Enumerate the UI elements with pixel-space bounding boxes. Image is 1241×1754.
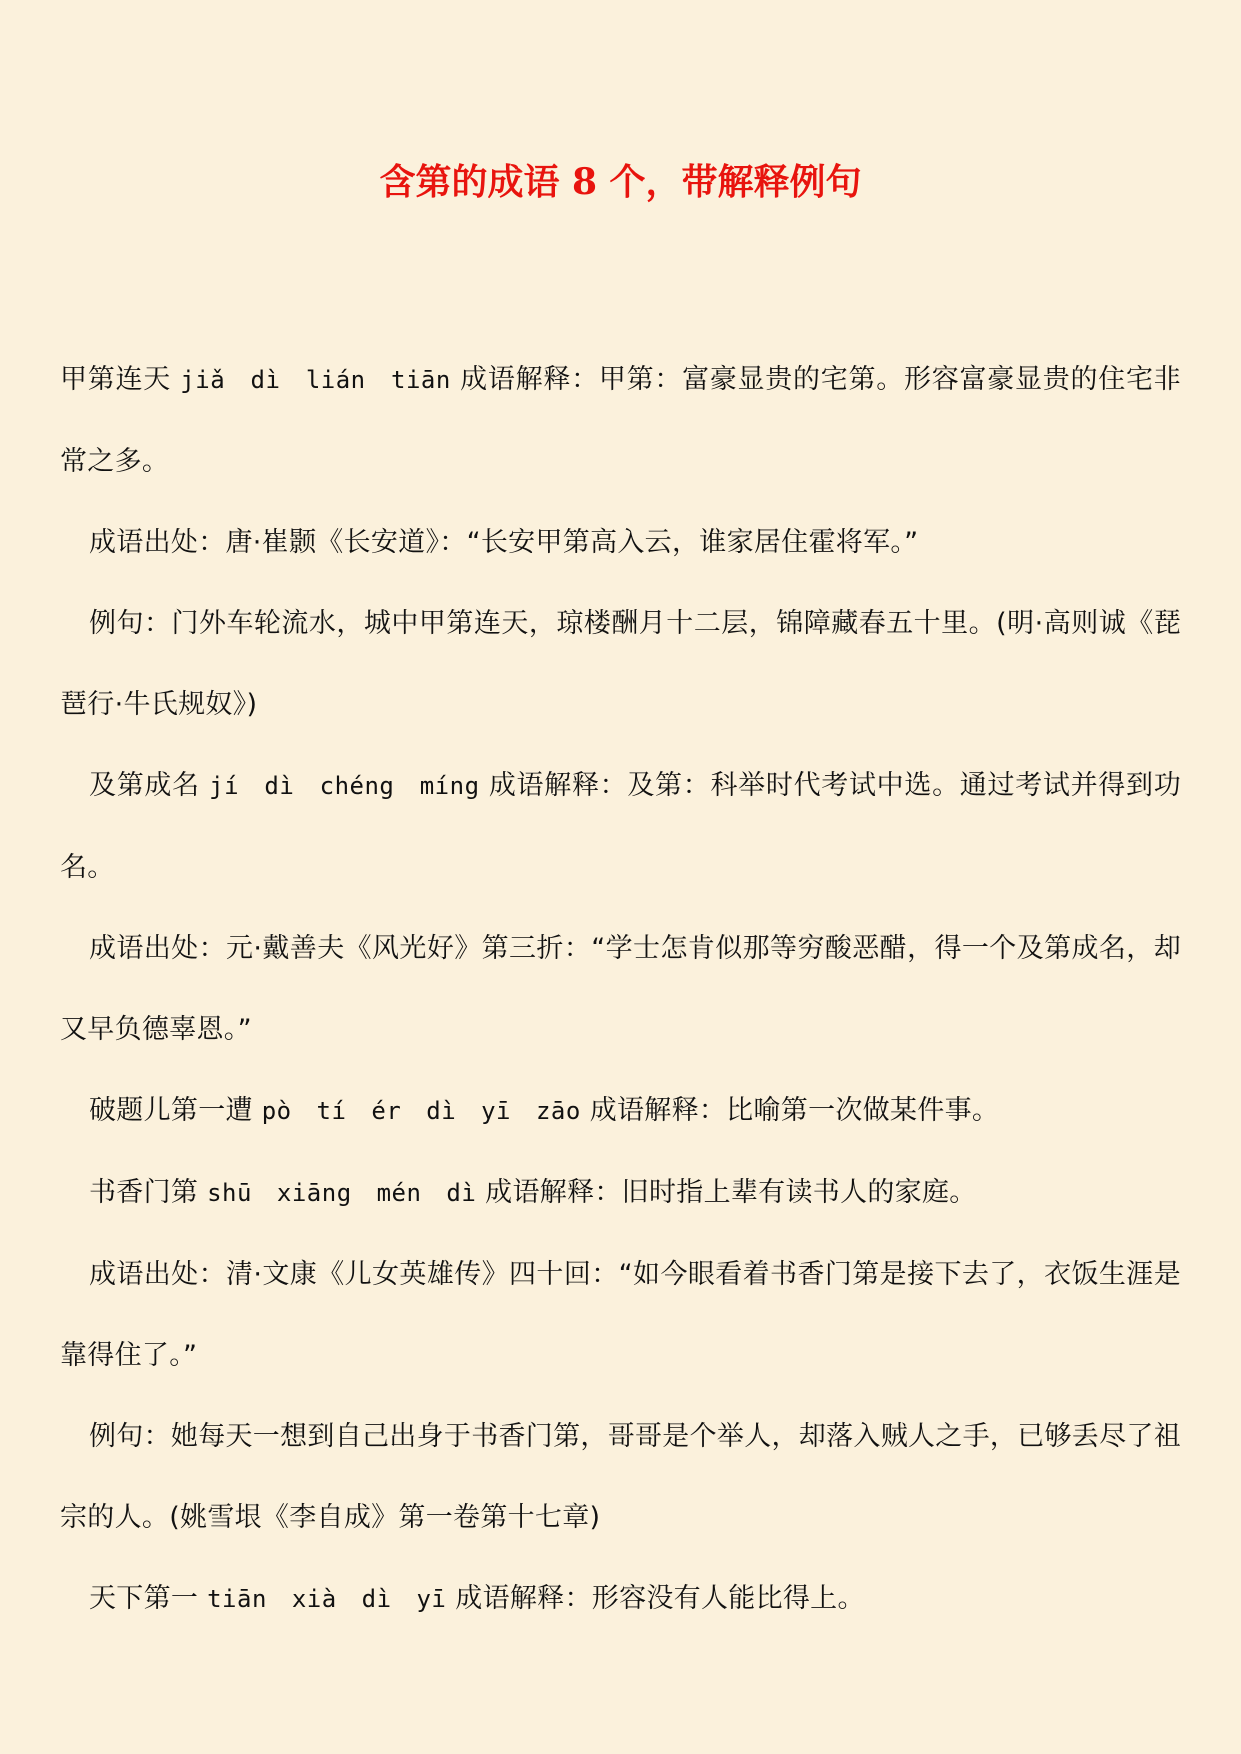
paragraph-text: 成语出处：元·戴善夫《风光好》第三折：“学士怎肯似那等穷酸恶醋，得一个及第成名，却又早负德辜恩。” bbox=[60, 933, 1181, 1045]
paragraph-po-ti-er bbox=[60, 1070, 1181, 1152]
paragraph-example bbox=[60, 1396, 1181, 1558]
idiom-pinyin: jí dì chéng míng bbox=[209, 772, 480, 800]
paragraph-text: 例句：门外车轮流水，城中甲第连天，琼楼酬月十二层，锦障藏春五十里。(明·高则诚《琵琶行·牛氏规奴》) bbox=[60, 608, 1181, 720]
paragraph-shu-xiang-men-di bbox=[60, 1152, 1181, 1234]
paragraph-source bbox=[60, 502, 1181, 583]
paragraph-tian-xia-di-yi bbox=[60, 1558, 1181, 1640]
paragraph-source bbox=[60, 1234, 1181, 1396]
page-title: 含第的成语 8 个，带解释例句 bbox=[379, 161, 862, 203]
paragraph-text: 成语解释：形容没有人能比得上。 bbox=[455, 1583, 865, 1614]
idiom-term: 甲第连天 bbox=[60, 364, 171, 395]
idiom-term: 书香门第 bbox=[89, 1177, 199, 1208]
idiom-pinyin: pò tí ér dì yī zāo bbox=[261, 1097, 581, 1125]
paragraph-source bbox=[60, 908, 1181, 1070]
idiom-term: 及第成名 bbox=[89, 770, 200, 801]
paragraph-text: 成语解释：旧时指上辈有读书人的家庭。 bbox=[485, 1177, 977, 1208]
paragraph-text: 成语出处：唐·崔颢《长安道》：“长安甲第高入云，谁家居住霍将军。” bbox=[89, 527, 919, 558]
document-body bbox=[60, 339, 1181, 1640]
paragraph-ji-di-cheng-ming bbox=[60, 745, 1181, 908]
idiom-pinyin: shū xiāng mén dì bbox=[207, 1179, 477, 1207]
paragraph-text: 成语解释：比喻第一次做某件事。 bbox=[589, 1095, 1000, 1126]
paragraph-text: 成语解释：甲第：富豪显贵的宅第。形容富豪显贵的住宅非常之多。 bbox=[60, 364, 1181, 477]
paragraph-jia-di-lian-tian bbox=[60, 339, 1181, 502]
idiom-pinyin: tiān xià dì yī bbox=[207, 1585, 447, 1613]
paragraph-text: 成语解释：及第：科举时代考试中选。通过考试并得到功名。 bbox=[60, 770, 1182, 883]
paragraph-example bbox=[60, 583, 1181, 745]
idiom-term: 破题儿第一遭 bbox=[89, 1095, 253, 1126]
paragraph-text: 例句：她每天一想到自己出身于书香门第，哥哥是个举人，却落入贼人之手，已够丢尽了祖宗的人。(姚雪垠《李自成》第一卷第十七章) bbox=[60, 1421, 1181, 1533]
paragraph-text: 成语出处：清·文康《儿女英雄传》四十回：“如今眼看着书香门第是接下去了，衣饭生涯是靠得住了。” bbox=[60, 1259, 1181, 1371]
idiom-pinyin: jiǎ dì lián tiān bbox=[180, 366, 451, 394]
idiom-term: 天下第一 bbox=[89, 1583, 199, 1614]
